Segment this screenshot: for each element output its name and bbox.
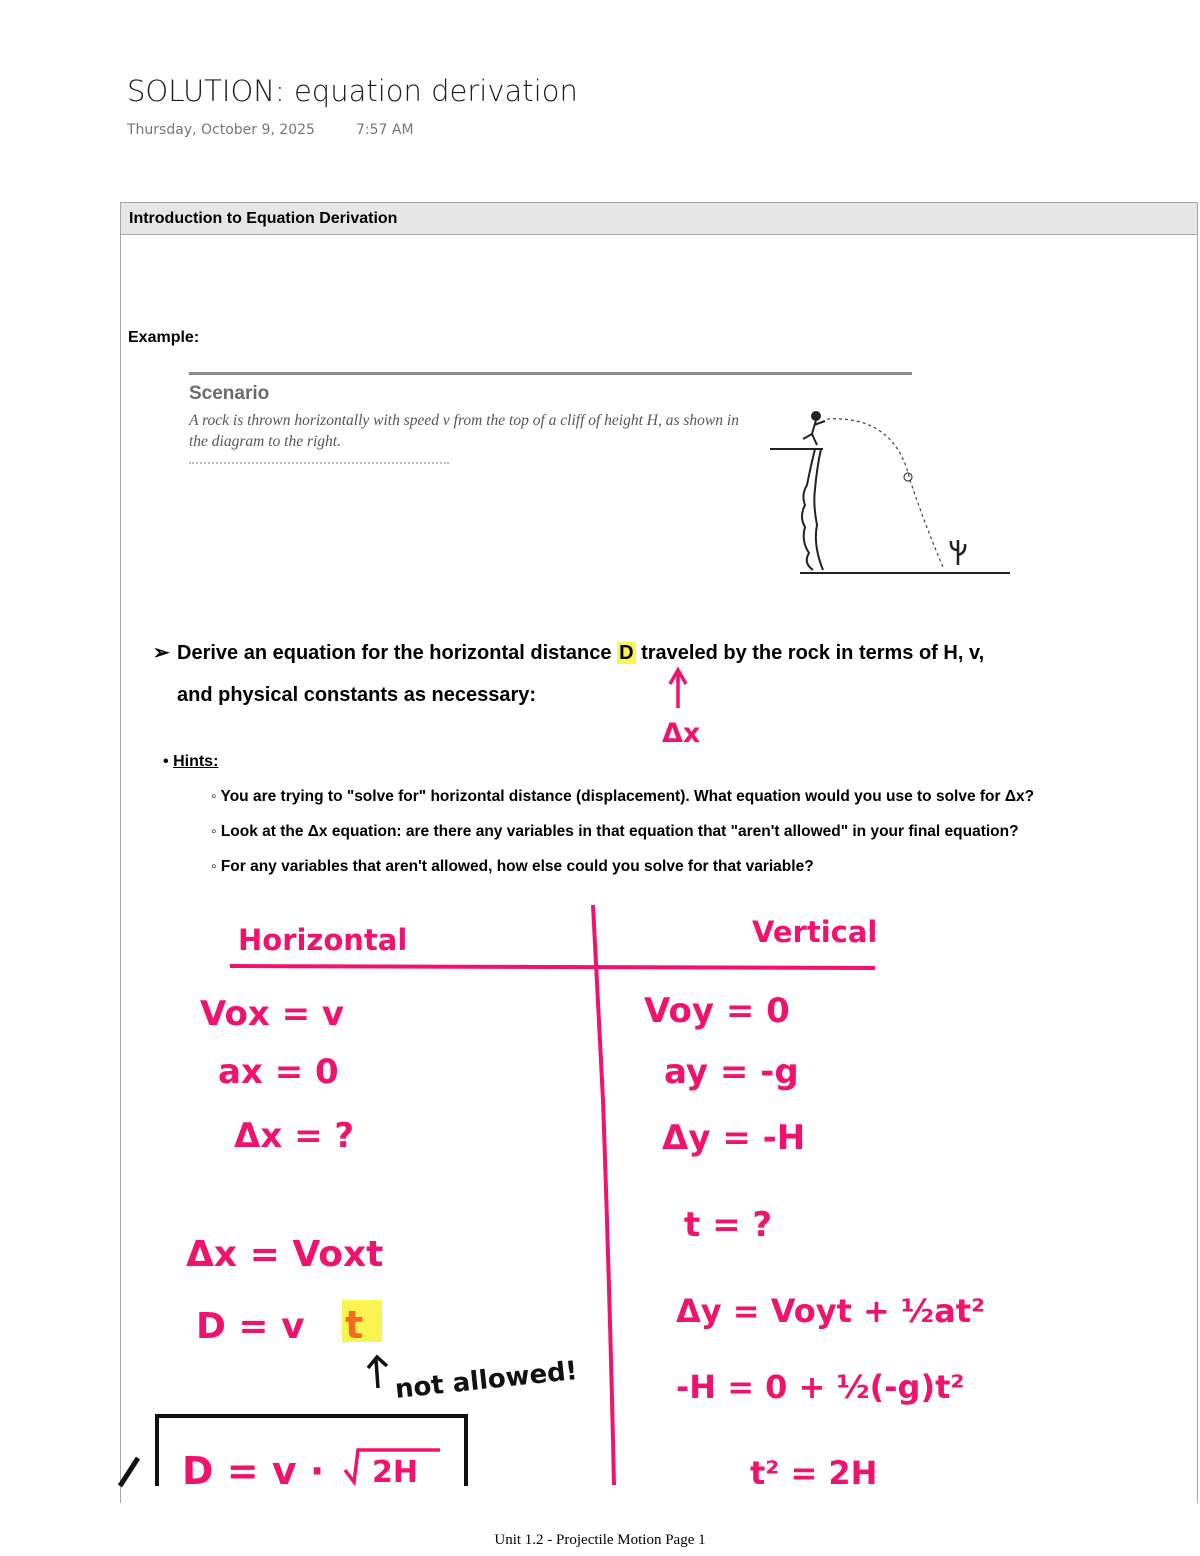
final-eq: D = v · [182,1449,325,1493]
arrowhead-bullet-icon: ➢ [153,642,170,664]
not-allowed-arrow [368,1357,387,1388]
v-voy: Voy = 0 [644,991,790,1031]
vertical-header: Vertical [752,915,878,949]
not-allowed-note: not allowed! [393,1355,579,1405]
scenario-text: A rock is thrown horizontally with speed v from the top of a cliff of height H, as shown in the diagram to the right. [189,412,739,450]
delta-x-note: Δx [662,718,701,749]
highlight-d: D [619,642,634,664]
page-footer: Unit 1.2 - Projectile Motion Page 1 [494,1532,706,1548]
page-title: SOLUTION: equation derivation [127,74,578,108]
h-vox: Vox = v [200,994,345,1034]
hint-item: ◦ Look at the Δx equation: are there any variables in that equation that "aren't allowed" in your final equation? [211,823,1019,840]
h-eq2: D = v [196,1306,305,1347]
hint-item: ◦ You are trying to "solve for" horizontal distance (displacement). What equation would you use to solve for Δx? [211,788,1035,805]
hint-text: For any variables that aren't allowed, how else could you solve for that variable? [220,858,814,875]
page-date: Thursday, October 9, 2025 [127,122,315,138]
v-eq1: Δy = Voyt + ½at² [676,1292,985,1330]
h-dx: Δx = ? [234,1116,355,1156]
section-header: Introduction to Equation Derivation [121,203,1197,235]
v-ay: ay = -g [664,1052,799,1092]
example-label: Example: [128,329,200,346]
hint-text: Look at the Δx equation: are there any variables in that equation that "aren't allowed" in your final equation? [220,823,1019,840]
scenario-title: Scenario [189,383,270,404]
page-time: 7:57 AM [356,122,414,138]
check-mark [120,1458,138,1486]
hint-text: You are trying to "solve for" horizontal distance (displacement). What equation would you use to solve for Δx? [220,788,1035,805]
question-line-2: and physical constants as necessary: [177,684,537,706]
hints-bullet-icon: • [163,753,169,770]
h-eq2-t: t [345,1303,364,1347]
horizontal-header: Horizontal [238,923,408,957]
hint-item: ◦ For any variables that aren't allowed, how else could you solve for that variable? [211,858,814,875]
final-eq-sqrt: 2H [372,1455,418,1490]
question-text-before: Derive an equation for the horizontal distance [177,642,618,664]
table-header-rule [230,966,875,968]
v-dy: Δy = -H [662,1118,806,1158]
v-eq2: -H = 0 + ½(-g)t² [676,1368,965,1406]
question-text-after: traveled by the rock in terms of H, v, [635,642,985,664]
h-ax: ax = 0 [218,1052,339,1092]
hints-label: Hints: [173,753,219,770]
v-eq3: t² = 2H [750,1454,878,1492]
h-eq1: Δx = Voxt [186,1234,384,1275]
table-divider [593,905,614,1485]
v-t: t = ? [684,1205,773,1245]
